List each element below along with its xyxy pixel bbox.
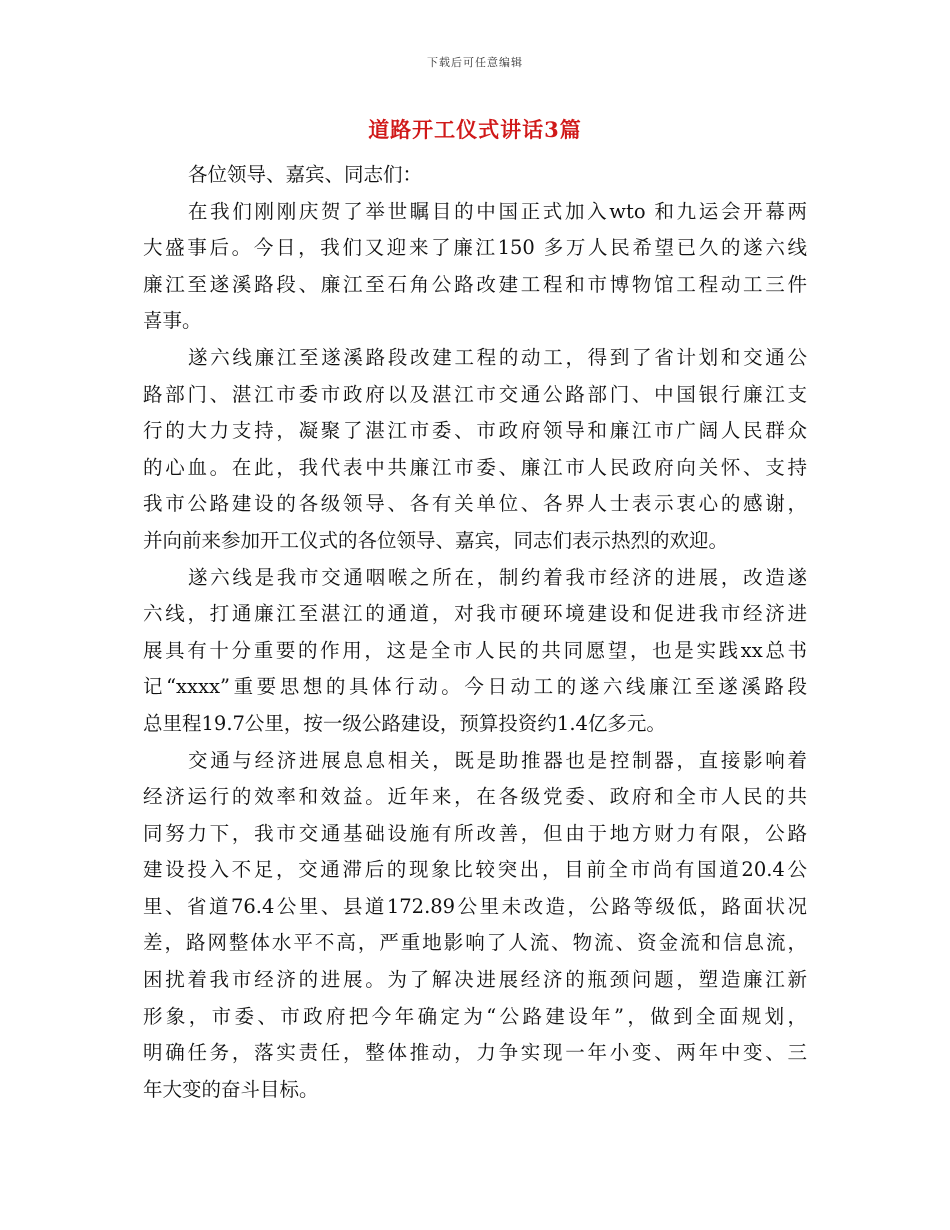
paragraph-4-line: 年大变的奋斗目标。 — [143, 1077, 319, 1101]
document-body — [143, 157, 807, 1108]
paragraph-1-line: 在我们刚刚庆贺了举世瞩目的中国正式加入wto 和九运会开幕两 — [188, 199, 807, 223]
paragraph-3-line: 六线，打通廉江至湛江的通道，对我市硬环境建设和促进我市经济进 — [143, 602, 807, 626]
paragraph-1-line: 喜事。 — [143, 309, 202, 333]
paragraph-2-line: 我市公路建设的各级领导、各有关单位、各界人士表示衷心的感谢， — [143, 492, 807, 516]
paragraph-2-line: 并向前来参加开工仪式的各位领导、嘉宾，同志们表示热烈的欢迎。 — [143, 528, 729, 552]
paragraph-4-line: 差，路网整体水平不高，严重地影响了人流、物流、资金流和信息流， — [143, 931, 807, 955]
paragraph-3-line: 展具有十分重要的作用，这是全市人民的共同愿望，也是实践xx总书 — [143, 638, 807, 662]
paragraph-4-line: 明确任务，落实责任，整体推动，力争实现一年小变、两年中变、三 — [143, 1041, 807, 1065]
paragraph-1-line: 廉江至遂溪路段、廉江至石角公路改建工程和市博物馆工程动工三件 — [143, 272, 807, 296]
document-title: 道路开工仪式讲话3篇 — [368, 117, 582, 142]
paragraph-1-line: 大盛事后。今日，我们又迎来了廉江150 多万人民希望已久的遂六线 — [143, 236, 807, 260]
paragraph-2-line: 行的大力支持，凝聚了湛江市委、市政府领导和廉江市广阔人民群众 — [143, 419, 807, 443]
paragraph-4-line: 建设投入不足，交通滞后的现象比较突出，目前全市尚有国道20.4公 — [143, 858, 807, 882]
paragraph-3-line: 记“xxxx”重要思想的具体行动。今日动工的遂六线廉江至遂溪路段 — [143, 675, 807, 699]
paragraph-4-line: 困扰着我市经济的进展。为了解决进展经济的瓶颈问题，塑造廉江新 — [143, 968, 807, 992]
paragraph-4-line: 交通与经济进展息息相关，既是助推器也是控制器，直接影响着 — [188, 748, 807, 772]
paragraph-4-line: 同努力下，我市交通基础设施有所改善，但由于地方财力有限，公路 — [143, 821, 807, 845]
paragraph-2-line: 遂六线廉江至遂溪路段改建工程的动工，得到了省计划和交通公 — [188, 345, 807, 369]
page-header-note: 下载后可任意编辑 — [427, 56, 523, 69]
paragraph-2-line: 路部门、湛江市委市政府以及湛江市交通公路部门、中国银行廉江支 — [143, 382, 807, 406]
paragraph-2-line: 的心血。在此，我代表中共廉江市委、廉江市人民政府向关怀、支持 — [143, 455, 807, 479]
paragraph-4-line: 形象，市委、市政府把今年确定为“公路建设年”，做到全面规划， — [143, 1004, 807, 1028]
paragraph-4-line: 经济运行的效率和效益。近年来，在各级党委、政府和全市人民的共 — [143, 785, 807, 809]
paragraph-4-line: 里、省道76.4公里、县道172.89公里未改造，公路等级低，路面状况 — [143, 894, 807, 918]
paragraph-3-line: 遂六线是我市交通咽喉之所在，制约着我市经济的进展，改造遂 — [188, 565, 807, 589]
salutation-line: 各位领导、嘉宾、同志们： — [188, 163, 423, 186]
paragraph-3-line: 总里程19.7公里，按一级公路建设，预算投资约1.4亿多元。 — [143, 711, 666, 735]
